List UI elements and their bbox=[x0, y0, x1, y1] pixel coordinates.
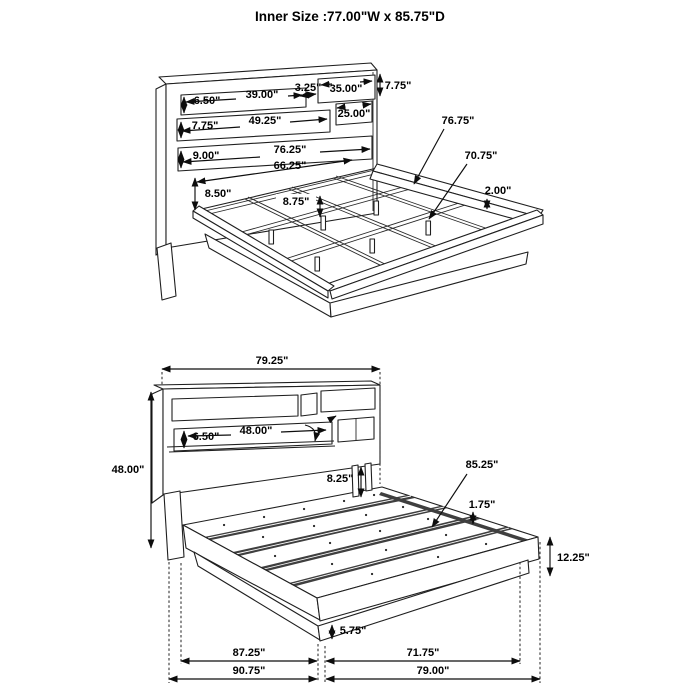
dim-base-panel-height: 8.50" bbox=[204, 188, 232, 200]
dim-mid-right-shelf-width: 25.00" bbox=[337, 108, 371, 120]
dim-headboard-width: 79.25" bbox=[255, 355, 289, 367]
dim-top-shelf-width: 39.00" bbox=[245, 89, 279, 101]
dim-shelf-opening-height: 6.50" bbox=[192, 431, 220, 443]
dim-platform-inner-depth: 87.25" bbox=[232, 647, 266, 659]
dim-center-rail-length: 70.75" bbox=[464, 150, 498, 162]
dim-rail-thickness: 2.00" bbox=[484, 185, 512, 197]
dim-slat-thickness: 1.75" bbox=[468, 499, 496, 511]
dim-platform-side-height: 12.25" bbox=[557, 552, 590, 564]
dim-footboard-side-depth: 71.75" bbox=[406, 647, 440, 659]
dim-top-panel-height: 7.75" bbox=[384, 80, 412, 92]
dim-mid-shelf-height: 7.75" bbox=[191, 120, 219, 132]
dim-slat-area-depth: 85.25" bbox=[465, 459, 499, 471]
dim-top-shelf-divider: 3.25" bbox=[294, 82, 322, 94]
dim-side-rail-length: 76.75" bbox=[441, 115, 475, 127]
dim-overall-depth-with-headboard: 90.75" bbox=[232, 665, 266, 677]
dim-bottom-shelf-width: 76.25" bbox=[273, 144, 307, 156]
dim-base-panel-width: 66.25" bbox=[273, 160, 307, 172]
dim-top-right-shelf-width: 35.00" bbox=[329, 83, 363, 95]
dim-shelf-opening-width: 48.00" bbox=[239, 425, 273, 437]
lower-diagram bbox=[112, 355, 590, 683]
dim-base-rail-height: 5.75" bbox=[339, 625, 367, 637]
dim-headboard-to-platform: 8.25" bbox=[326, 473, 354, 485]
upper-diagram bbox=[156, 63, 543, 317]
dim-bottom-shelf-height: 9.00" bbox=[192, 150, 220, 162]
dim-top-shelf-height: 6.50" bbox=[193, 95, 221, 107]
dim-support-leg-height: 8.75" bbox=[282, 196, 310, 208]
dim-mid-shelf-width: 49.25" bbox=[248, 115, 282, 127]
page-title: Inner Size :77.00"W x 85.75"D bbox=[255, 9, 445, 24]
dim-overall-frame-depth: 79.00" bbox=[416, 665, 450, 677]
lower-platform bbox=[164, 463, 539, 641]
dim-headboard-height: 48.00" bbox=[111, 464, 145, 476]
